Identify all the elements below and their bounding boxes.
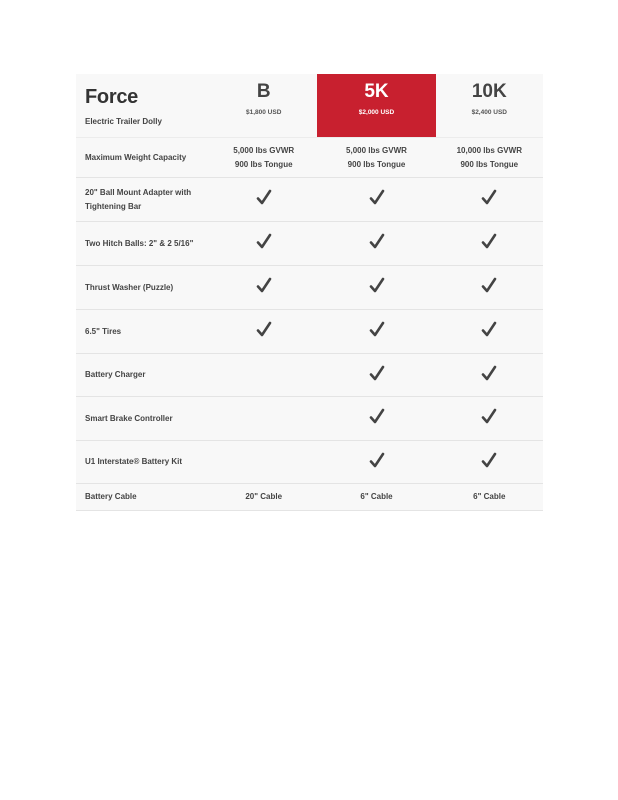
feature-label: Battery Cable (85, 492, 137, 501)
check-cell (210, 189, 317, 210)
checkmark-icon (369, 189, 385, 205)
value-cell: 6" Cable (360, 492, 393, 501)
check-cell (317, 233, 435, 254)
check-cell (436, 452, 543, 473)
check-cell (436, 365, 543, 386)
table-row (76, 441, 543, 484)
checkmark-icon (256, 321, 272, 337)
check-cell (210, 321, 317, 342)
table-row (76, 397, 543, 441)
brand-title: Force (85, 86, 138, 108)
checkmark-icon (369, 365, 385, 381)
check-cell (317, 189, 435, 210)
checkmark-icon (369, 321, 385, 337)
checkmark-icon (256, 189, 272, 205)
check-cell (317, 277, 435, 298)
value-cell: 20" Cable (245, 492, 283, 501)
checkmark-icon (256, 233, 272, 249)
checkmark-icon (369, 408, 385, 424)
tier-header-10k (436, 74, 543, 137)
tier-price: $2,000 USD (358, 109, 395, 116)
checkmark-icon (481, 189, 497, 205)
check-cell (317, 452, 435, 473)
value-cell: 10,000 lbs GVWR 900 lbs Tongue (456, 145, 522, 169)
check-cell (436, 408, 543, 429)
checkmark-icon (256, 277, 272, 293)
table-row (76, 266, 543, 310)
check-cell (210, 277, 317, 298)
table-row (76, 354, 543, 397)
feature-label: Thrust Washer (Puzzle) (85, 282, 174, 292)
table-row (76, 310, 543, 354)
check-cell (436, 321, 543, 342)
comparison-table (76, 74, 543, 511)
feature-label: Maximum Weight Capacity (85, 152, 187, 162)
check-cell (436, 277, 543, 298)
tier-price: $1,800 USD (246, 109, 282, 116)
tier-header-5k (317, 74, 435, 137)
brand-subtitle: Electric Trailer Dolly (85, 117, 162, 126)
check-cell (436, 233, 543, 254)
checkmark-icon (481, 321, 497, 337)
checkmark-icon (481, 277, 497, 293)
value-cell: 5,000 lbs GVWR 900 lbs Tongue (346, 145, 407, 169)
tier-price: $2,400 USD (471, 109, 507, 116)
check-cell (317, 365, 435, 386)
check-cell (436, 189, 543, 210)
checkmark-icon (481, 452, 497, 468)
feature-label: 6.5" Tires (85, 326, 122, 336)
check-cell (317, 408, 435, 429)
tier-name: 10K (471, 81, 507, 102)
feature-label: Smart Brake Controller (85, 413, 173, 423)
checkmark-icon (369, 277, 385, 293)
brand-cell (76, 74, 210, 137)
table-row (76, 178, 543, 222)
table-row (76, 484, 543, 511)
checkmark-icon (481, 365, 497, 381)
feature-label: U1 Interstate® Battery Kit (85, 457, 183, 466)
check-cell (210, 233, 317, 254)
value-cell: 5,000 lbs GVWR 900 lbs Tongue (233, 145, 295, 169)
feature-label: Battery Charger (85, 370, 146, 379)
checkmark-icon (481, 408, 497, 424)
table-body (76, 137, 543, 511)
checkmark-icon (369, 452, 385, 468)
table-row (76, 137, 543, 178)
feature-label: Two Hitch Balls: 2" & 2 5/16" (85, 238, 194, 248)
tier-header-b (210, 74, 317, 137)
checkmark-icon (369, 233, 385, 249)
check-cell (317, 321, 435, 342)
value-cell: 6" Cable (473, 492, 506, 501)
feature-label: 20" Ball Mount Adapter with Tightening Bar (85, 187, 192, 211)
checkmark-icon (481, 233, 497, 249)
tier-name: 5K (364, 81, 389, 102)
tier-name: B (256, 81, 271, 102)
table-header (76, 74, 543, 137)
table-row (76, 222, 543, 266)
